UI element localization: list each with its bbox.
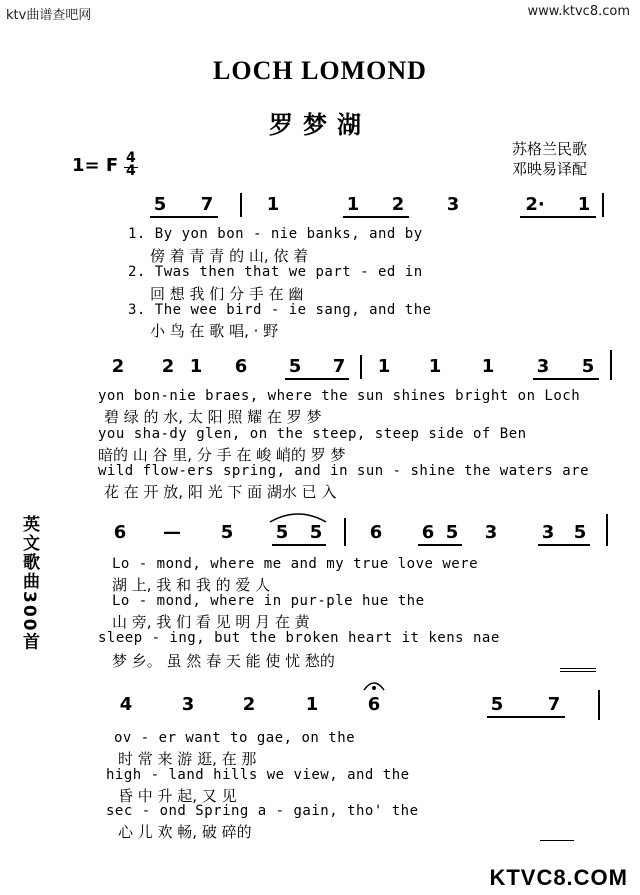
beam — [272, 544, 326, 546]
note: 7 — [200, 194, 214, 215]
note: 6 — [367, 694, 381, 715]
note: 1 — [189, 356, 203, 377]
note: 1 — [577, 194, 591, 215]
note: 2 — [391, 194, 405, 215]
watermark-bottom-logo: KTVC8.COM — [489, 865, 628, 890]
note: 1 — [266, 194, 280, 215]
side-book-title: 英文歌曲300首 — [19, 515, 39, 652]
note: 6 — [369, 522, 383, 543]
lyric-verse-3: 3. The wee bird - ie sang, and the — [128, 302, 432, 318]
time-signature-bottom: 4 — [126, 163, 136, 179]
note: 3 — [536, 356, 550, 377]
lyric-cn-verse-2: 山 旁, 我 们 看 见 明 月 在 黄 — [112, 613, 310, 631]
lyric-cn-verse-3: 小 鸟 在 歌 唱, · 野 — [150, 322, 279, 340]
lyric-cn-verse-2: 昏 中 升 起, 又 见 — [118, 787, 237, 805]
lyric-verse-2: you sha-dy glen, on the steep, steep side of Ben — [98, 426, 527, 442]
note: — — [163, 522, 181, 543]
lyric-verse-1: ov - er want to gae, on the — [114, 730, 356, 746]
note: 6 — [113, 522, 127, 543]
note: 3 — [484, 522, 498, 543]
note: 5 — [153, 194, 167, 215]
beam — [520, 216, 596, 218]
lyric-verse-3: sec - ond Spring a - gain, tho' the — [106, 803, 419, 819]
note: 5 — [581, 356, 595, 377]
note: 3 — [181, 694, 195, 715]
lyric-verse-1: 1. By yon bon - nie banks, and by — [128, 226, 423, 242]
lyric-verse-1: Lo - mond, where me and my true love were — [112, 556, 479, 572]
barline — [598, 690, 600, 720]
lyric-cn-verse-1: 碧 绿 的 水, 太 阳 照 耀 在 罗 梦 — [104, 408, 322, 426]
note: 1 — [346, 194, 360, 215]
note: 5 — [288, 356, 302, 377]
beam — [418, 544, 462, 546]
note: 2 — [242, 694, 256, 715]
lyric-verse-3: sleep - ing, but the broken heart it kens nae — [98, 630, 500, 646]
barline — [240, 193, 242, 217]
note: 2 — [161, 356, 175, 377]
lyric-cn-verse-3: 心 儿 欢 畅, 破 碎的 — [118, 823, 252, 841]
note: 7 — [332, 356, 346, 377]
barline — [360, 355, 362, 379]
fermata-icon — [362, 678, 386, 692]
lyric-cn-verse-2: 回 想 我 们 分 手 在 幽 — [150, 285, 304, 303]
note: 6 — [234, 356, 248, 377]
note: 1 — [428, 356, 442, 377]
lyric-verse-2: high - land hills we view, and the — [106, 767, 410, 783]
lyric-cn-verse-2: 暗的 山 谷 里, 分 手 在 峻 峭的 罗 梦 — [98, 446, 346, 464]
barline — [344, 518, 346, 546]
note: 5 — [220, 522, 234, 543]
title-english: LOCH LOMOND — [213, 56, 427, 85]
lyric-verse-1: yon bon-nie braes, where the sun shines bright on Loch — [98, 388, 581, 404]
note: 1 — [481, 356, 495, 377]
beam — [150, 216, 218, 218]
credit-translator: 邓映易译配 — [512, 160, 588, 178]
key-signature: 1= F — [72, 155, 119, 176]
title-chinese: 罗梦湖 — [269, 111, 371, 139]
watermark-top-right: www.ktvc8.com — [527, 4, 630, 19]
note: 5 — [445, 522, 459, 543]
note: 5 — [275, 522, 289, 543]
beam — [538, 544, 590, 546]
beam — [487, 716, 565, 718]
note: 4 — [119, 694, 133, 715]
note: 6 — [421, 522, 435, 543]
underline — [540, 840, 574, 841]
lyric-verse-2: Lo - mond, where in pur-ple hue the — [112, 593, 425, 609]
beam — [533, 378, 599, 380]
lyric-cn-verse-3: 花 在 开 放, 阳 光 下 面 湖水 已 入 — [104, 483, 337, 501]
beam — [343, 216, 409, 218]
time-signature-top: 4 — [126, 150, 136, 166]
note: 1 — [377, 356, 391, 377]
note: 3 — [541, 522, 555, 543]
lyric-verse-3: wild flow-ers spring, and in sun - shine the waters are — [98, 463, 590, 479]
note: 1 — [305, 694, 319, 715]
barline — [606, 514, 608, 546]
note: 7 — [547, 694, 561, 715]
credit-origin: 苏格兰民歌 — [512, 140, 588, 158]
lyric-cn-verse-1: 傍 着 青 青 的 山, 依 着 — [150, 247, 309, 265]
note: 3 — [446, 194, 460, 215]
lyric-verse-2: 2. Twas then that we part - ed in — [128, 264, 423, 280]
note: 2 — [111, 356, 125, 377]
note: 5 — [309, 522, 323, 543]
underline — [560, 668, 596, 669]
lyric-cn-verse-1: 湖 上, 我 和 我 的 爱 人 — [112, 576, 271, 594]
note: 5 — [573, 522, 587, 543]
note: 5 — [490, 694, 504, 715]
lyric-cn-verse-3: 梦 乡。 虽 然 春 天 能 使 忧 愁的 — [112, 652, 335, 670]
barline — [602, 193, 604, 217]
underline — [560, 671, 596, 672]
lyric-cn-verse-1: 时 常 来 游 逛, 在 那 — [118, 750, 257, 768]
note: 2· — [525, 194, 545, 215]
beam — [285, 378, 349, 380]
barline — [610, 350, 612, 380]
watermark-top-left: ktv曲谱查吧网 — [6, 8, 92, 23]
